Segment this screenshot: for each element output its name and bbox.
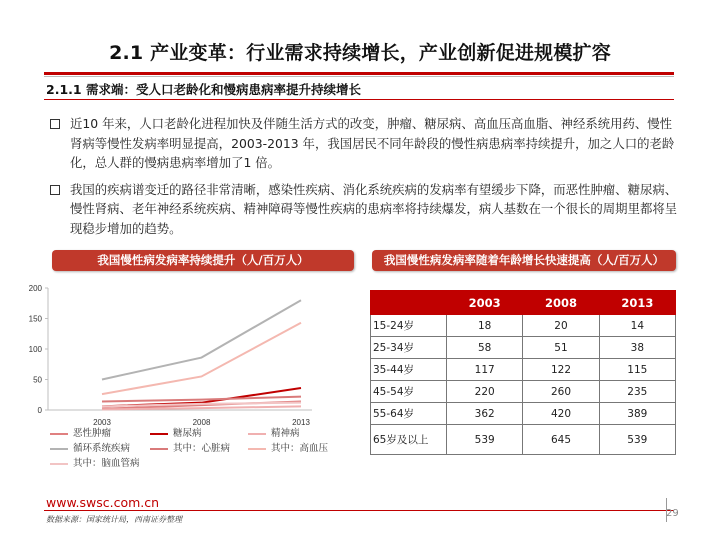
legend-swatch [50, 463, 68, 465]
checkbox-square-icon [50, 119, 60, 129]
legend-swatch [150, 448, 168, 450]
legend-row [50, 441, 350, 456]
legend-item [248, 426, 300, 441]
table-cell: 20 [523, 315, 599, 337]
legend-swatch [150, 433, 168, 435]
table-row [371, 337, 676, 359]
line-chart [20, 280, 320, 430]
table-cell: 260 [523, 381, 599, 403]
bullet-text: 我国的疾病谱变迁的路径非常清晰，感染性疾病、消化系统疾病的发病率有望缓步下降，而恶性肿瘤、糖尿病、慢性肾病、老年神经系统疾病、精神障碍等慢性疾病的患病率将持续爆发，病人基数在一个很长的周期里都将呈现稳步增加的趋势。 [70, 181, 678, 236]
table-row [371, 315, 676, 337]
slide-title: 2.1 产业变革：行业需求持续增长，产业创新促进规模扩容 [109, 42, 611, 64]
table-cell: 122 [523, 359, 599, 381]
table-cell: 220 [447, 381, 523, 403]
table-cell: 38 [599, 337, 675, 359]
row-label: 65岁及以上 [371, 425, 447, 455]
legend-swatch [50, 448, 68, 450]
table-cell: 362 [447, 403, 523, 425]
y-tick-label: 50 [33, 375, 42, 385]
x-tick-label: 2013 [292, 418, 310, 427]
right-chart-banner: 我国慢性病发病率随着年龄增长快速提高（人/百万人） [372, 250, 676, 271]
table-cell: 115 [599, 359, 675, 381]
legend-item [50, 441, 130, 456]
page-number: 29 [666, 508, 679, 519]
legend-row [50, 456, 350, 471]
table-cell: 58 [447, 337, 523, 359]
bullet-item [48, 114, 678, 173]
x-tick-label: 2003 [93, 418, 111, 427]
row-label: 15-24岁 [371, 315, 447, 337]
y-tick-label: 200 [28, 284, 42, 293]
x-tick-label: 2008 [192, 418, 211, 427]
section-rule [44, 99, 674, 100]
table-cell: 420 [523, 403, 599, 425]
table-header-cell [371, 291, 447, 315]
data-source-note: 数据来源：国家统计局，西南证券整理 [46, 515, 182, 524]
legend-label: 其中：心脏病 [173, 443, 231, 454]
table-row [371, 403, 676, 425]
table-header-cell: 2013 [599, 291, 675, 315]
table-row [371, 359, 676, 381]
bullet-item [48, 180, 678, 239]
table-cell: 539 [599, 425, 675, 455]
legend-item [50, 456, 140, 471]
legend-label: 循环系统疾病 [73, 443, 131, 454]
row-label: 25-34岁 [371, 337, 447, 359]
section-heading: 2.1.1 需求端：受人口老龄化和慢病患病率提升持续增长 [46, 82, 361, 97]
legend-label: 其中：高血压 [271, 443, 329, 454]
legend-label: 糖尿病 [173, 428, 202, 439]
footer-url[interactable]: www.swsc.com.cn [46, 495, 160, 510]
table-header-cell: 2003 [447, 291, 523, 315]
bullet-text: 近10 年来，人口老龄化进程加快及伴随生活方式的改变，肿瘤、糖尿病、高血压高血脂、神经系统用药、慢性肾病等慢性发病率明显提高，2003-2013 年，我国居民不同年龄段的慢性病患病率持续提升，加之人口的老龄化，总人群的慢病患病率增加了1 倍。 [70, 116, 675, 170]
row-label: 35-44岁 [371, 359, 447, 381]
footer-rule [44, 510, 674, 511]
left-chart-banner: 我国慢性病发病率持续提升（人/百万人） [52, 250, 354, 271]
checkbox-square-icon [50, 185, 60, 195]
table-cell: 51 [523, 337, 599, 359]
table-cell: 389 [599, 403, 675, 425]
title-rule [44, 72, 674, 75]
table-cell: 14 [599, 315, 675, 337]
legend-label: 恶性肿瘤 [73, 428, 112, 439]
legend-label: 精神病 [271, 428, 300, 439]
y-tick-label: 0 [37, 406, 42, 415]
legend-row [50, 426, 350, 441]
bullet-list [48, 114, 678, 245]
legend-swatch [248, 433, 266, 435]
legend-swatch [50, 433, 68, 435]
row-label: 55-64岁 [371, 403, 447, 425]
row-label: 45-54岁 [371, 381, 447, 403]
legend-swatch [248, 448, 266, 450]
title-rule-grey [44, 76, 674, 77]
chart-legend [50, 426, 350, 471]
table-cell: 539 [447, 425, 523, 455]
legend-item [150, 426, 202, 441]
age-incidence-table [370, 290, 676, 455]
table-cell: 117 [447, 359, 523, 381]
y-tick-label: 150 [28, 314, 42, 324]
legend-item [248, 441, 328, 456]
table-cell: 18 [447, 315, 523, 337]
table-header-row [371, 291, 676, 315]
legend-item [50, 426, 111, 441]
table-cell: 235 [599, 381, 675, 403]
table-header-cell: 2008 [523, 291, 599, 315]
table-row [371, 425, 676, 455]
y-tick-label: 100 [28, 345, 42, 354]
legend-label: 其中：脑血管病 [73, 458, 140, 469]
table-cell: 645 [523, 425, 599, 455]
table-row [371, 381, 676, 403]
legend-item [150, 441, 230, 456]
series-line [102, 397, 301, 402]
